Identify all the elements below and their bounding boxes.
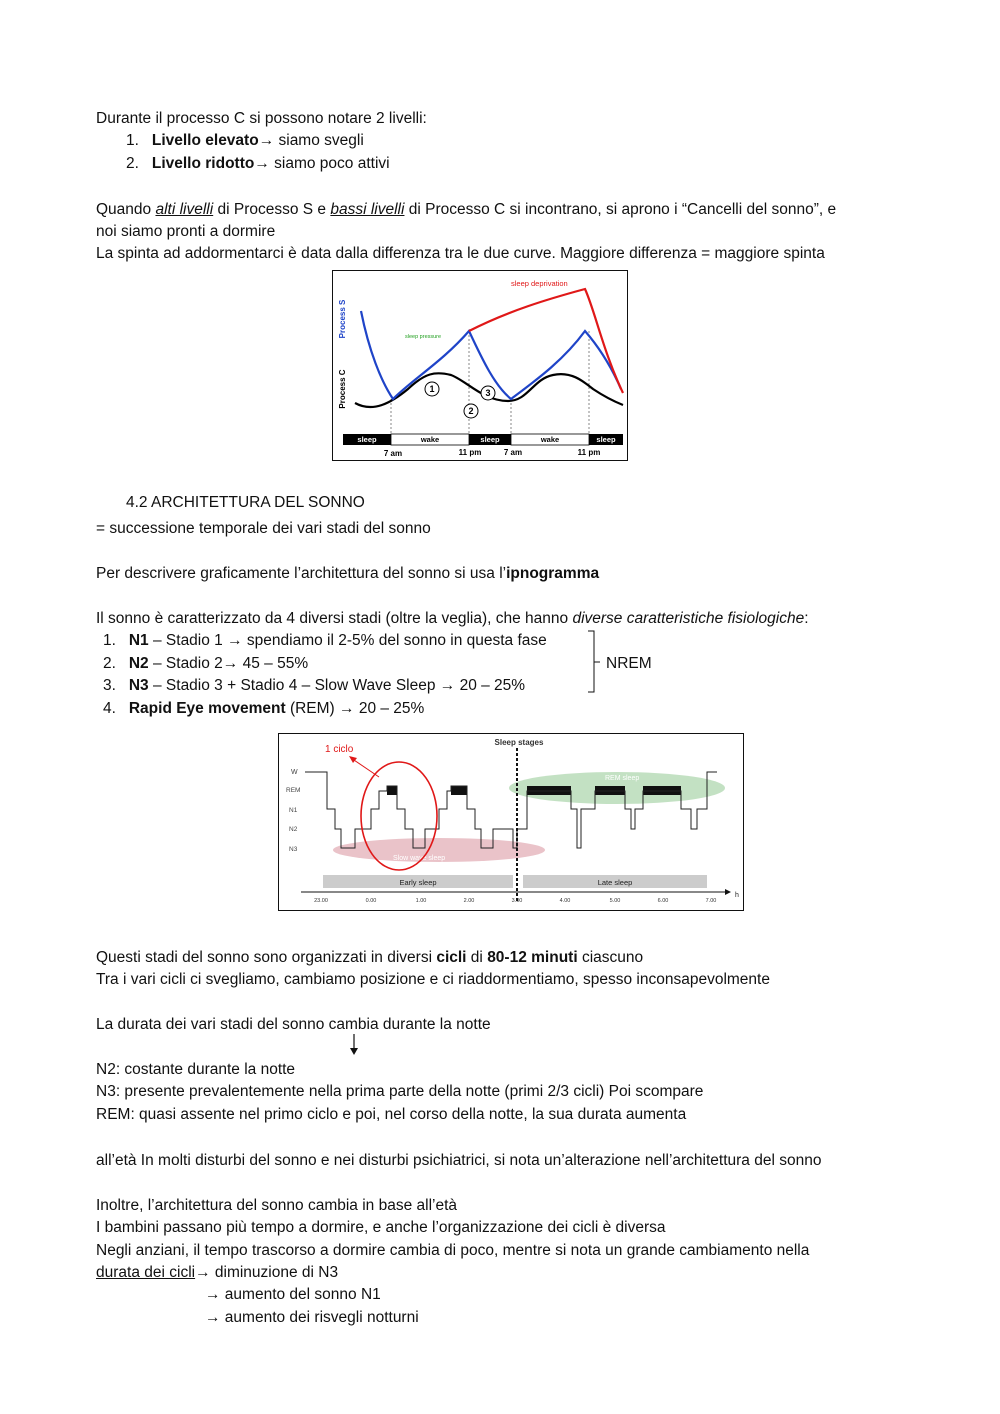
stage-item-n2: 2. N2 – Stadio 2→ 45 – 55% xyxy=(103,655,309,672)
down-arrow-icon xyxy=(348,1034,360,1056)
section-definition: = successione temporale dei vari stadi del sonno xyxy=(96,520,431,537)
sleep-pressure-label: sleep pressure xyxy=(405,334,442,340)
rem-note: REM: quasi assente nel primo ciclo e poi, nel corso della notte, la sua durata aumenta xyxy=(96,1106,687,1123)
x-ticks xyxy=(314,898,716,904)
n2-note: N2: costante durante la notte xyxy=(96,1061,296,1078)
svg-text:Early sleep: Early sleep xyxy=(399,878,437,887)
svg-text:N2: N2 xyxy=(289,826,298,833)
nrem-bracket xyxy=(586,630,602,694)
stage-item-n1: 1. N1 – Stadio 1 → spendiamo il 2-5% del sonno in questa fase xyxy=(103,632,547,649)
section-heading: 4.2 ARCHITETTURA DEL SONNO xyxy=(126,494,365,511)
gates-paragraph-line1: Quando alti livelli di Processo S e bassi livelli di Processo C si incontrano, si aprono i “Cancelli del sonno”, e xyxy=(96,201,837,218)
svg-text:3.00: 3.00 xyxy=(511,898,523,904)
svg-text:W: W xyxy=(291,769,298,776)
svg-text:6.00: 6.00 xyxy=(657,898,669,904)
svg-text:wake: wake xyxy=(420,435,440,444)
process-c-label: Process C xyxy=(338,369,347,409)
svg-text:REM: REM xyxy=(286,787,301,794)
elderly-effect-2: → aumento del sonno N1 xyxy=(205,1286,381,1303)
disorders-paragraph: all’età In molti disturbi del sonno e nei disturbi psichiatrici, si nota un’alterazione nell’architettura del sonno xyxy=(96,1152,822,1169)
elderly-effect-1: durata dei cicli→ diminuzione di N3 xyxy=(96,1264,339,1281)
drive-paragraph: La spinta ad addormentarci è data dalla differenza tra le due curve. Maggiore differenza = maggiore spinta xyxy=(96,245,825,262)
time-guides xyxy=(391,331,589,434)
cycles-paragraph: Questi stadi del sonno sono organizzati in diversi cicli di 80-12 minuti ciascuno xyxy=(96,949,644,966)
nrem-label: NREM xyxy=(606,655,652,672)
stage-item-rem: 4. Rapid Eye movement (REM) → 20 – 25% xyxy=(103,700,425,717)
svg-text:1: 1 xyxy=(429,384,435,394)
svg-text:sleep: sleep xyxy=(596,435,616,444)
time-label: 11 pm xyxy=(577,448,601,457)
svg-text:h: h xyxy=(735,892,739,899)
slow-wave-label: Slow wave sleep xyxy=(393,855,446,862)
ipnogramma-paragraph: Per descrivere graficamente l’architettura del sonno si usa l’ipnogramma xyxy=(96,565,600,582)
awakenings-paragraph: Tra i vari cicli ci svegliamo, cambiamo posizione e ci riaddormentiamo, spesso inconsapevolmente xyxy=(96,971,770,988)
children-paragraph: I bambini passano più tempo a dormire, e anche l’organizzazione dei cicli è diversa xyxy=(96,1219,666,1236)
list-item-level-high: 1. Livello elevato→ siamo svegli xyxy=(126,132,364,149)
elderly-effect-3: → aumento dei risvegli notturni xyxy=(205,1309,419,1326)
time-label: 7 am xyxy=(383,449,403,458)
hypnogram-title: Sleep stages xyxy=(494,738,544,747)
svg-text:sleep: sleep xyxy=(480,435,500,444)
n3-note: N3: presente prevalentemente nella prima parte della notte (primi 2/3 cicli) Poi scompare xyxy=(96,1083,704,1100)
process-s-label: Process S xyxy=(338,299,347,339)
cycle-arrow xyxy=(351,758,379,777)
time-label: 7 am xyxy=(503,448,523,457)
svg-text:5.00: 5.00 xyxy=(609,898,621,904)
stage-item-n3: 3. N3 – Stadio 3 + Stadio 4 – Slow Wave Sleep → 20 – 25% xyxy=(103,677,526,694)
svg-text:2: 2 xyxy=(468,406,474,416)
svg-text:N1: N1 xyxy=(289,807,298,814)
list-item-level-low: 2. Livello ridotto→ siamo poco attivi xyxy=(126,155,390,172)
cycle-label: 1 ciclo xyxy=(325,744,354,755)
stages-intro: Il sonno è caratterizzato da 4 diversi stadi (oltre la veglia), che hanno diverse caratteristiche fisiologiche: xyxy=(96,610,809,627)
svg-text:Late sleep: Late sleep xyxy=(597,878,633,887)
svg-text:3: 3 xyxy=(485,388,491,398)
process-s-curve xyxy=(361,311,621,399)
svg-text:2.00: 2.00 xyxy=(463,898,475,904)
two-process-figure xyxy=(332,270,628,461)
time-label: 11 pm xyxy=(458,448,482,457)
svg-text:0.00: 0.00 xyxy=(365,898,377,904)
svg-text:1.00: 1.00 xyxy=(415,898,427,904)
hypnogram-figure xyxy=(278,733,744,911)
age-paragraph: Inoltre, l’architettura del sonno cambia in base all’età xyxy=(96,1197,458,1214)
sleep-deprivation-label: sleep deprivation xyxy=(511,279,568,288)
svg-text:sleep: sleep xyxy=(357,435,377,444)
rem-sleep-label: REM sleep xyxy=(605,775,640,782)
svg-text:N3: N3 xyxy=(289,846,298,853)
process-c-intro: Durante il processo C si possono notare 2 livelli: xyxy=(96,110,427,127)
elderly-paragraph: Negli anziani, il tempo trascorso a dormire cambia di poco, mentre si nota un grande cambiamento nella xyxy=(96,1242,810,1259)
gates-paragraph-line2: noi siamo pronti a dormire xyxy=(96,223,276,240)
svg-text:7.00: 7.00 xyxy=(705,898,717,904)
duration-paragraph: La durata dei vari stadi del sonno cambia durante la notte xyxy=(96,1016,491,1033)
svg-text:4.00: 4.00 xyxy=(559,898,571,904)
svg-text:wake: wake xyxy=(540,435,560,444)
svg-text:23.00: 23.00 xyxy=(314,898,328,904)
